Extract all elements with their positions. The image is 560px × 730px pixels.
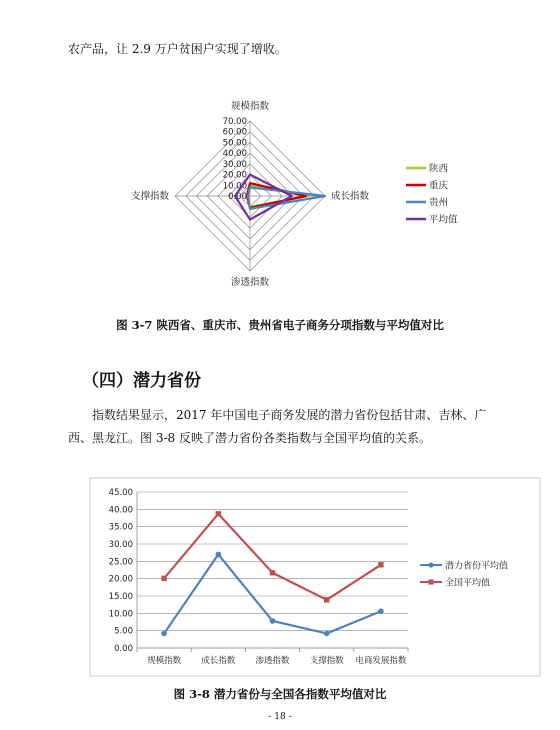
y-tick-label: 10.00 xyxy=(108,609,133,620)
data-point xyxy=(216,552,222,558)
data-point xyxy=(324,597,329,602)
x-tick-label: 成长指数 xyxy=(201,656,236,666)
radar-axis-label: 渗透指数 xyxy=(230,277,270,288)
radar-tick-label: 60.00 xyxy=(222,127,247,138)
y-tick-label: 5.00 xyxy=(114,626,133,637)
radar-tick-label: 40.00 xyxy=(222,149,247,160)
data-point xyxy=(161,631,167,637)
radar-axis-label: 规模指数 xyxy=(230,101,270,112)
x-tick-label: 规模指数 xyxy=(147,656,182,666)
x-tick-label: 支撑指数 xyxy=(309,656,344,666)
radar-axis-label: 成长指数 xyxy=(331,191,370,202)
paragraph-1: 农产品，让 2.9 万户贫困户实现了增收。 xyxy=(68,42,287,56)
y-tick-label: 30.00 xyxy=(108,540,133,550)
legend-marker xyxy=(428,562,433,567)
data-point xyxy=(378,562,383,567)
radar-tick-label: 20.00 xyxy=(222,170,247,181)
figure-caption-3-8: 图 3-8 潜力省份与全国各指数平均值对比 xyxy=(173,687,387,701)
radar-tick-label: 0.00 xyxy=(228,192,247,202)
y-tick-label: 15.00 xyxy=(108,592,133,602)
radar-legend-label: 贵州 xyxy=(429,197,449,209)
y-tick-label: 0.00 xyxy=(114,644,133,654)
data-point xyxy=(216,511,221,516)
data-point xyxy=(324,631,330,637)
legend-label: 潜力省份平均值 xyxy=(445,561,509,572)
radar-tick-label: 10.00 xyxy=(222,181,247,192)
data-point xyxy=(378,608,384,614)
y-tick-label: 40.00 xyxy=(108,505,133,516)
x-tick-label: 渗透指数 xyxy=(255,656,290,666)
section-heading: （四）潜力省份 xyxy=(82,371,201,391)
legend-marker xyxy=(428,579,433,584)
y-tick-label: 20.00 xyxy=(108,574,133,585)
radar-legend-label: 平均值 xyxy=(429,214,458,226)
legend-label: 全国平均值 xyxy=(445,578,491,589)
y-tick-label: 35.00 xyxy=(108,522,133,533)
data-point xyxy=(270,570,275,575)
page-number: - 18 - xyxy=(268,712,292,722)
chart-frame xyxy=(90,478,540,676)
y-tick-label: 45.00 xyxy=(108,488,133,498)
radar-legend-label: 陕西 xyxy=(429,163,449,175)
y-tick-label: 25.00 xyxy=(108,557,133,568)
radar-legend-label: 重庆 xyxy=(429,180,449,192)
figure-caption-3-7: 图 3-7 陕西省、重庆市、贵州省电子商务分项指数与平均值对比 xyxy=(116,318,444,332)
x-tick-label: 电商发展指数 xyxy=(355,656,407,666)
paragraph-2: 指数结果显示，2017 年中国电子商务发展的潜力省份包括甘肃、吉林、广西、黑龙江。图 3-8 反映了潜力省份各类指数与全国平均值的关系。 xyxy=(68,408,487,445)
radar-tick-label: 30.00 xyxy=(222,159,247,170)
data-point xyxy=(161,576,166,581)
radar-axis-label: 支撑指数 xyxy=(130,191,169,202)
radar-tick-label: 50.00 xyxy=(222,138,247,149)
radar-tick-label: 70.00 xyxy=(222,117,247,127)
data-point xyxy=(270,618,276,624)
